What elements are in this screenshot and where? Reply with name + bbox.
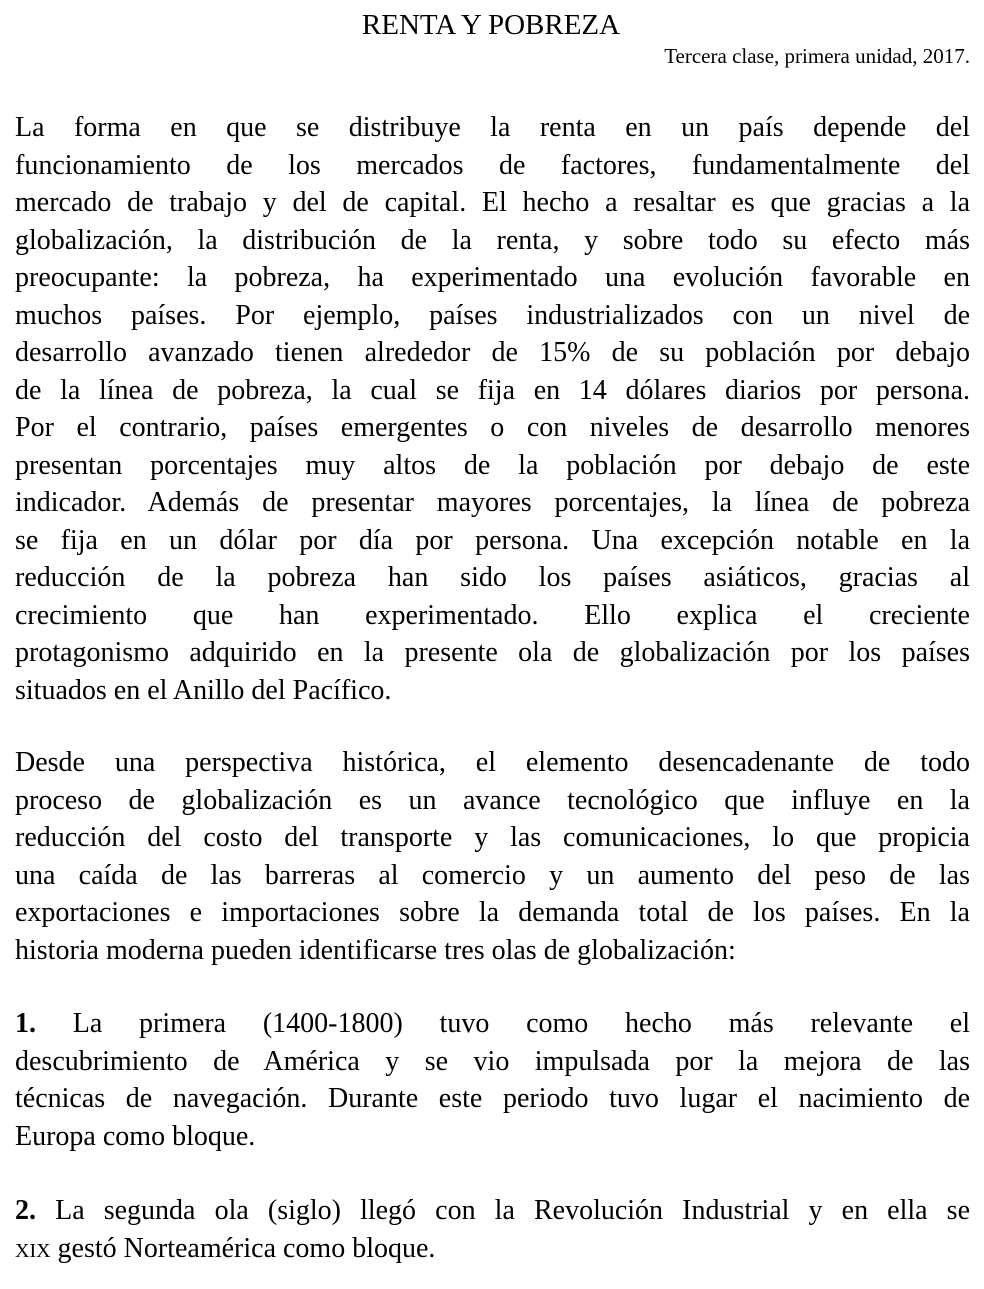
text-line: mercado de trabajo y del de capital. El hecho a resaltar es que gracias a la	[15, 187, 970, 218]
list-number: 2.	[15, 1195, 36, 1226]
text-line: indicador. Además de presentar mayores porcentajes, la línea de pobreza	[15, 487, 970, 518]
text-line: reducción de la pobreza han sido los países asiáticos, gracias al	[15, 562, 970, 593]
text-line: descubrimiento de América y se vio impulsada por la mejora de las	[15, 1045, 970, 1077]
text-line: historia moderna pueden identificarse tres olas de globalización:	[15, 934, 736, 966]
text-line: desarrollo avanzado tienen alrededor de 15% de su población por debajo	[15, 337, 970, 368]
list-text: gestó Norteamérica como bloque.	[50, 1232, 436, 1264]
list-item-primera-ola	[15, 1005, 970, 1155]
list-item-first-line	[15, 1192, 970, 1230]
text-line: reducción del costo del transporte y las comunicaciones, lo que propicia	[15, 822, 970, 853]
text-line: muchos países. Por ejemplo, países industrializados con un nivel de	[15, 299, 970, 331]
title-text: RENTA Y POBREZA	[361, 9, 621, 41]
text-line: proceso de globalización es un avance tecnológico que influye en la	[15, 784, 970, 816]
list-text: La primera (1400-1800) tuvo como hecho más relevante el	[72, 1008, 971, 1039]
document-title	[0, 6, 984, 44]
paragraph-historia	[15, 744, 970, 969]
list-number: 1.	[15, 1008, 36, 1039]
list-item-second-line	[15, 1230, 970, 1268]
text-line: crecimiento que han experimentado. Ello explica el creciente	[15, 599, 970, 631]
text-line: exportaciones e importaciones sobre la demanda total de los países. En la	[15, 897, 970, 928]
text-line: funcionamiento de los mercados de factores, fundamentalmente del	[15, 149, 970, 181]
text-line: una caída de las barreras al comercio y un aumento del peso de las	[15, 859, 970, 891]
paragraph-renta	[15, 109, 970, 709]
text-line: Europa como bloque.	[15, 1120, 256, 1152]
century-numeral: XIX	[15, 1239, 51, 1262]
text-line: se fija en un dólar por día por persona. Una excepción notable en la	[15, 524, 970, 556]
list-text: La segunda ola (siglo) llegó con la Revolución Industrial y en ella se	[55, 1195, 970, 1226]
text-line: Por el contrario, países emergentes o con niveles de desarrollo menores	[15, 412, 970, 443]
text-line: presentan porcentajes muy altos de la población por debajo de este	[15, 449, 970, 481]
text-line: globalización, la distribución de la renta, y sobre todo su efecto más	[15, 224, 970, 256]
text-line: Desde una perspectiva histórica, el elemento desencadenante de todo	[15, 747, 970, 778]
text-line: La forma en que se distribuye la renta en un país depende del	[15, 112, 970, 143]
document-subtitle: Tercera clase, primera unidad, 2017.	[664, 44, 970, 68]
text-line: técnicas de navegación. Durante este periodo tuvo lugar el nacimiento de	[15, 1083, 970, 1114]
text-line: protagonismo adquirido en la presente ola de globalización por los países	[15, 637, 970, 668]
list-item-segunda-ola	[15, 1192, 970, 1267]
list-item-first-line	[15, 1005, 970, 1043]
text-line: situados en el Anillo del Pacífico.	[15, 674, 392, 706]
text-line: de la línea de pobreza, la cual se fija en 14 dólares diarios por persona.	[15, 374, 970, 406]
text-line: preocupante: la pobreza, ha experimentado una evolución favorable en	[15, 262, 970, 293]
